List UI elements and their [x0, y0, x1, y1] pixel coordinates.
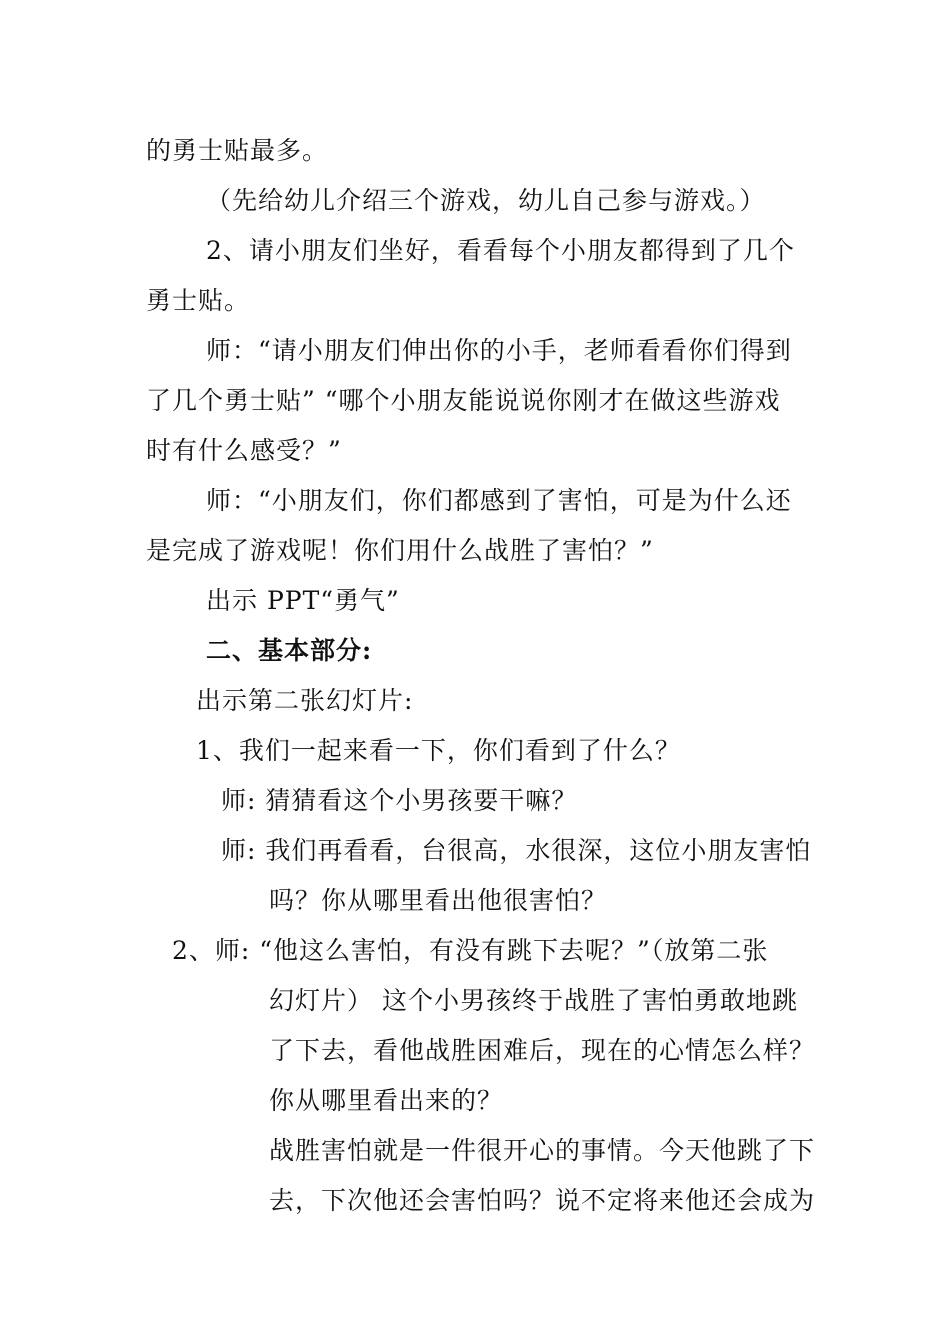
text-line: 1、我们一起来看一下，你们看到了什么？	[196, 736, 681, 765]
text-line: 出示第二张幻灯片:	[196, 686, 414, 715]
text-line: 师: 猜猜看这个小男孩要干嘛？	[221, 786, 578, 815]
text-line: 出示 PPT“勇气”	[206, 586, 400, 615]
section-heading: 二、基本部分:	[206, 636, 373, 665]
text-line: （先给幼儿介绍三个游戏，幼儿自己参与游戏。）	[206, 186, 766, 215]
text-line: 了几个勇士贴” “哪个小朋友能说说你刚才在做这些游戏	[146, 386, 781, 415]
text-line: 2、师: “他这么害怕，有没有跳下去呢？”（放第二张	[172, 936, 769, 965]
text-line: 幻灯片） 这个小男孩终于战胜了害怕勇敢地跳	[269, 986, 798, 1015]
text-line: 是完成了游戏呢！你们用什么战胜了害怕？”	[146, 536, 654, 565]
text-line: 师：“请小朋友们伸出你的小手，老师看看你们得到	[206, 336, 792, 365]
text-line: 你从哪里看出来的？	[269, 1086, 504, 1115]
text-line: 时有什么感受？”	[146, 436, 342, 465]
text-line: 吗？你从哪里看出他很害怕？	[269, 886, 608, 915]
text-line: 去，下次他还会害怕吗？说不定将来他还会成为	[269, 1186, 816, 1215]
text-line: 师: 我们再看看，台很高，水很深，这位小朋友害怕	[221, 836, 812, 865]
text-line: 战胜害怕就是一件很开心的事情。今天他跳了下	[269, 1136, 816, 1165]
text-line: 勇士贴。	[146, 286, 251, 315]
text-line: 了下去，看他战胜困难后，现在的心情怎么样？	[269, 1036, 816, 1065]
text-line: 师：“小朋友们，你们都感到了害怕，可是为什么还	[206, 486, 792, 515]
text-line: 的勇士贴最多。	[146, 136, 329, 165]
text-line: 2、请小朋友们坐好，看看每个小朋友都得到了几个	[206, 236, 795, 265]
